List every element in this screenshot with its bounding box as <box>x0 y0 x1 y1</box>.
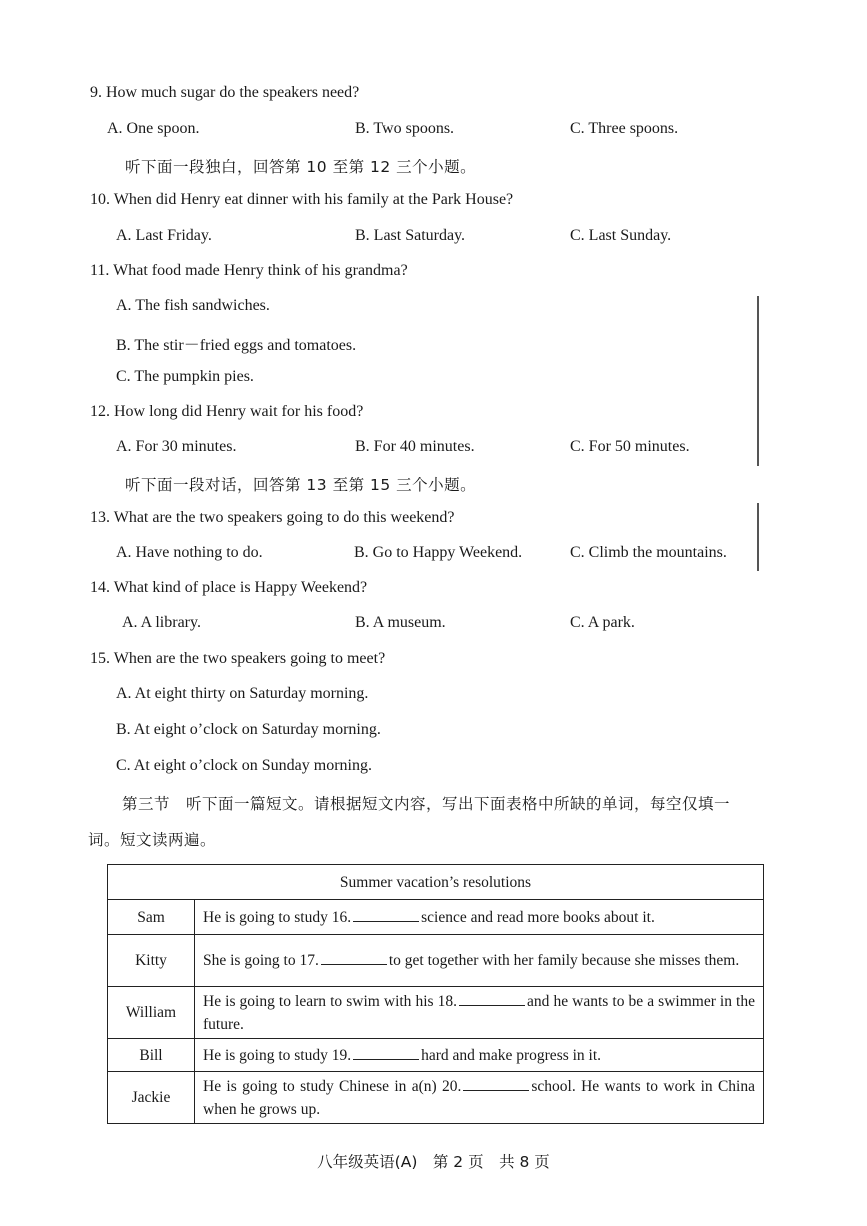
q10-option-b: B. Last Saturday. <box>355 227 466 244</box>
sentence-before-blank: He is going to study 16. <box>203 908 352 926</box>
sentence-before-blank: He is going to learn to swim with his 18. <box>203 992 458 1010</box>
q12-option-a: A. For 30 minutes. <box>116 438 237 455</box>
table-header-row <box>108 865 764 900</box>
row-name: Jackie <box>108 1072 195 1124</box>
answer-blank-20[interactable] <box>463 1076 529 1091</box>
answer-blank-17[interactable] <box>321 950 387 965</box>
section3-instruction-line2: 词。短文读两遍。 <box>88 831 217 849</box>
table-row <box>108 987 764 1039</box>
page-footer: 八年级英语(A) 第 2 页 共 8 页 <box>317 1153 550 1171</box>
answer-blank-19[interactable] <box>353 1045 419 1060</box>
q15-option-a: A. At eight thirty on Saturday morning. <box>116 685 369 702</box>
q14-option-b: B. A museum. <box>355 614 446 631</box>
sentence-after-blank: school. He wants to work in China when he grows up. <box>203 1077 755 1118</box>
q12-option-c: C. For 50 minutes. <box>570 438 690 455</box>
margin-scan-line <box>757 296 759 466</box>
row-text <box>195 987 764 1039</box>
q15-option-b: B. At eight o’clock on Saturday morning. <box>116 721 381 738</box>
row-text <box>195 900 764 935</box>
row-text <box>195 1039 764 1072</box>
row-name: Bill <box>108 1039 195 1072</box>
margin-scan-line <box>757 503 759 571</box>
row-name: William <box>108 987 195 1039</box>
q12-option-b: B. For 40 minutes. <box>355 438 475 455</box>
question-13-stem: 13. What are the two speakers going to do this weekend? <box>90 509 455 526</box>
row-text <box>195 935 764 987</box>
question-15-stem: 15. When are the two speakers going to meet? <box>90 650 386 667</box>
resolutions-table <box>107 864 764 1124</box>
sentence-before-blank: He is going to study 19. <box>203 1046 352 1064</box>
sentence-before-blank: She is going to 17. <box>203 952 319 969</box>
q11-option-c: C. The pumpkin pies. <box>116 368 254 385</box>
table-row <box>108 1072 764 1124</box>
row-name: Kitty <box>108 935 195 987</box>
q9-option-a: A. One spoon. <box>107 120 200 137</box>
section3-instruction-line1: 第三节 听下面一篇短文。请根据短文内容，写出下面表格中所缺的单词，每空仅填一 <box>122 795 731 813</box>
table-title: Summer vacation’s resolutions <box>108 865 764 900</box>
instruction-10-12: 听下面一段独白，回答第 10 至第 12 三个小题。 <box>125 158 477 176</box>
table-row <box>108 900 764 935</box>
sentence-after-blank: science and read more books about it. <box>421 908 655 926</box>
sentence-after-blank: and he wants to be a swimmer in the future. <box>203 992 755 1033</box>
row-name: Sam <box>108 900 195 935</box>
q11-option-b: B. The stir－fried eggs and tomatoes. <box>116 337 357 354</box>
table-row <box>108 1039 764 1072</box>
q9-option-b: B. Two spoons. <box>355 120 455 137</box>
table-row <box>108 935 764 987</box>
question-11-stem: 11. What food made Henry think of his grandma? <box>90 262 408 279</box>
q15-option-c: C. At eight o’clock on Sunday morning. <box>116 757 372 774</box>
q13-option-a: A. Have nothing to do. <box>116 544 263 561</box>
q10-option-a: A. Last Friday. <box>116 227 212 244</box>
sentence-after-blank: hard and make progress in it. <box>421 1046 602 1064</box>
question-12-stem: 12. How long did Henry wait for his food? <box>90 403 364 420</box>
sentence-after-blank: to get together with her family because she misses them. <box>388 952 740 969</box>
q9-option-c: C. Three spoons. <box>570 120 679 137</box>
q14-option-c: C. A park. <box>570 614 635 631</box>
q14-option-a: A. A library. <box>122 614 201 631</box>
answer-blank-18[interactable] <box>459 991 525 1006</box>
row-text <box>195 1072 764 1124</box>
q13-option-c: C. Climb the mountains. <box>570 544 727 561</box>
sentence-before-blank: He is going to study Chinese in a(n) 20. <box>203 1077 462 1095</box>
question-14-stem: 14. What kind of place is Happy Weekend? <box>90 579 368 596</box>
question-9-stem: 9. How much sugar do the speakers need? <box>90 84 360 101</box>
q13-option-b: B. Go to Happy Weekend. <box>354 544 523 561</box>
answer-blank-16[interactable] <box>353 907 419 922</box>
question-10-stem: 10. When did Henry eat dinner with his family at the Park House? <box>90 191 514 208</box>
q11-option-a: A. The fish sandwiches. <box>116 297 270 314</box>
instruction-13-15: 听下面一段对话，回答第 13 至第 15 三个小题。 <box>125 476 477 494</box>
q10-option-c: C. Last Sunday. <box>570 227 672 244</box>
